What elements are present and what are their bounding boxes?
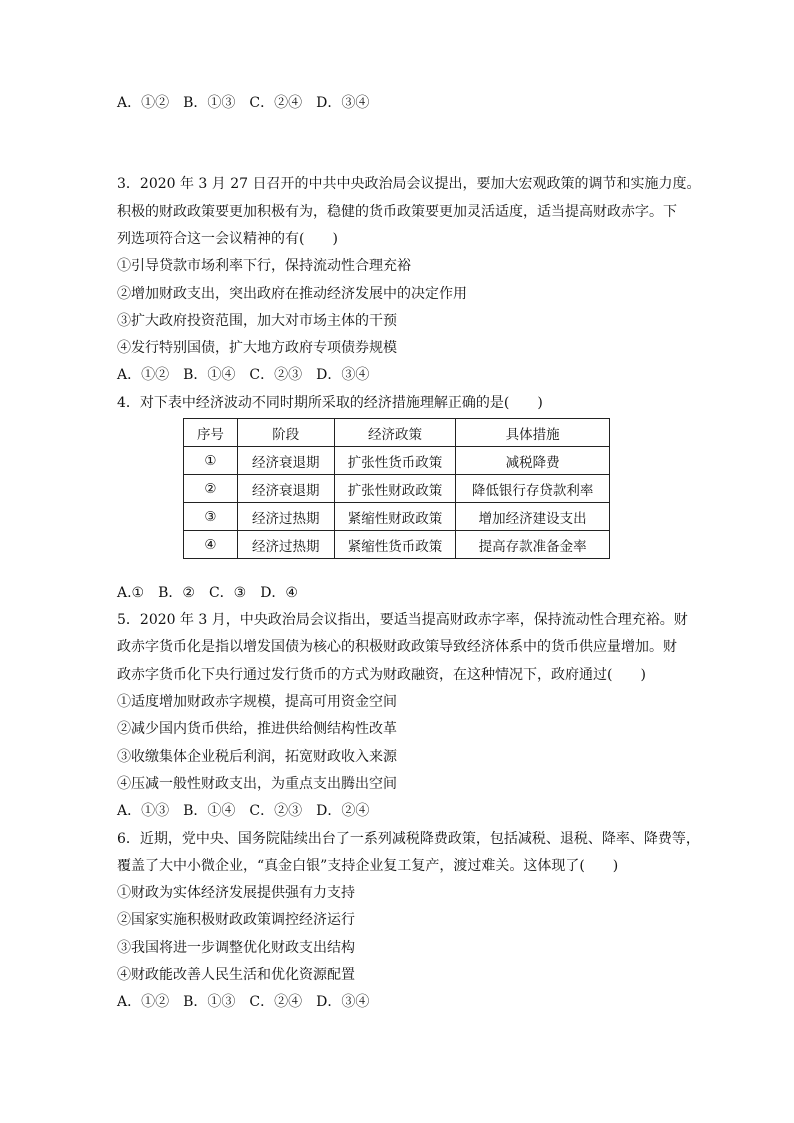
question-5-line-1: 5．2020 年 3 月，中央政治局会议指出，要适当提高财政赤字率，保持流动性合理充裕。财 [117, 612, 688, 628]
question-3-line-2: 积极的财政政策要更加积极有为，稳健的货币政策要更加灵活适度，适当提高财政赤字。下 [117, 204, 677, 220]
question-5-line-3: 政赤字货币化下央行通过发行货币的方式为财政融资，在这种情况下，政府通过( ) [117, 667, 646, 683]
question-5-item-2: ②减少国内货币供给，推进供给侧结构性改革 [117, 721, 397, 737]
economic-policy-table [183, 418, 610, 559]
table-row [184, 475, 610, 503]
question-6-item-2: ②国家实施积极财政政策调控经济运行 [117, 912, 355, 928]
table-cell: 经济过热期 [237, 531, 334, 559]
table-cell: ③ [184, 503, 238, 531]
question-6-item-1: ①财政为实体经济发展提供强有力支持 [117, 885, 355, 901]
table-row [184, 447, 610, 475]
table-header-cell: 阶段 [237, 419, 334, 447]
table-cell: 降低银行存贷款利率 [456, 475, 610, 503]
table-row [184, 531, 610, 559]
table-header-cell: 经济政策 [334, 419, 456, 447]
table-cell: 经济过热期 [237, 503, 334, 531]
question-3-item-4: ④发行特别国债，扩大地方政府专项债券规模 [117, 340, 397, 356]
question-3-item-2: ②增加财政支出，突出政府在推动经济发展中的决定作用 [117, 286, 467, 302]
table-cell: 提高存款准备金率 [456, 531, 610, 559]
table-cell: 经济衰退期 [237, 475, 334, 503]
question-3-item-3: ③扩大政府投资范围，加大对市场主体的干预 [117, 313, 397, 329]
question-5-line-2: 政赤字货币化是指以增发国债为核心的积极财政政策导致经济体系中的货币供应量增加。财 [117, 639, 677, 655]
table-header-cell: 序号 [184, 419, 238, 447]
table-header-cell: 具体措施 [456, 419, 610, 447]
question-5-item-3: ③收缴集体企业税后利润，拓宽财政收入来源 [117, 749, 397, 765]
question-5-item-1: ①适度增加财政赤字规模，提高可用资金空间 [117, 694, 397, 710]
table-header-row [184, 419, 610, 447]
table-cell: ② [184, 475, 238, 503]
table-cell: ④ [184, 531, 238, 559]
table-cell: ① [184, 447, 238, 475]
question-4-options: A.① B．② C．③ D．④ [117, 585, 298, 601]
table-cell: 减税降费 [456, 447, 610, 475]
table-row [184, 503, 610, 531]
table-cell: 紧缩性财政政策 [334, 503, 456, 531]
question-6-item-3: ③我国将进一步调整优化财政支出结构 [117, 940, 355, 956]
question-5-item-4: ④压减一般性财政支出，为重点支出腾出空间 [117, 776, 397, 792]
question-3-options: A．①② B．①④ C．②③ D．③④ [117, 367, 370, 383]
table-cell: 扩张性货币政策 [334, 447, 456, 475]
table-cell: 紧缩性货币政策 [334, 531, 456, 559]
question-5-options: A．①③ B．①④ C．②③ D．②④ [117, 803, 370, 819]
question-6-line-1: 6．近期，党中央、国务院陆续出台了一系列减税降费政策，包括减税、退税、降率、降费等， [117, 831, 700, 847]
question-3-item-1: ①引导贷款市场利率下行，保持流动性合理充裕 [117, 258, 411, 274]
table-cell: 经济衰退期 [237, 447, 334, 475]
question-6-options: A．①② B．①③ C．②④ D．③④ [117, 994, 370, 1010]
question-6-item-4: ④财政能改善人民生活和优化资源配置 [117, 967, 355, 983]
question-4-stem: 4．对下表中经济波动不同时期所采取的经济措施理解正确的是( ) [117, 395, 543, 411]
previous-question-options: A．①② B．①③ C．②④ D．③④ [117, 95, 370, 111]
table-cell: 增加经济建设支出 [456, 503, 610, 531]
question-3-line-3: 列选项符合这一会议精神的有( ) [117, 231, 338, 247]
table-cell: 扩张性财政政策 [334, 475, 456, 503]
question-3-line-1: 3．2020 年 3 月 27 日召开的中共中央政治局会议提出，要加大宏观政策的调节和实施力度。 [117, 176, 701, 192]
question-6-line-2: 覆盖了大中小微企业，“真金白银”支持企业复工复产，渡过难关。这体现了( ) [117, 858, 619, 874]
